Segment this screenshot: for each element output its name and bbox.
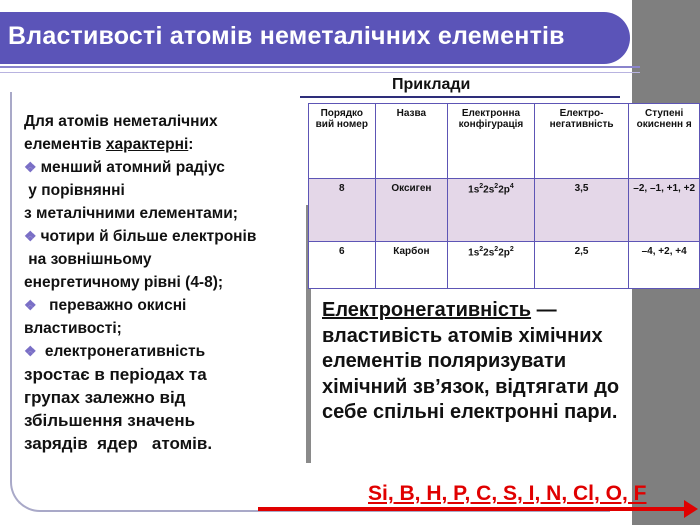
bullet-4-text: електронегативність — [40, 343, 206, 360]
slide-title: Властивості атомів неметалічних елементів — [8, 22, 565, 50]
cell-config — [448, 179, 535, 242]
bullet-4-cont-a: зростає в періодах та — [24, 365, 207, 384]
table-header-row — [309, 104, 700, 179]
intro-post: : — [188, 136, 194, 153]
table-row — [309, 242, 700, 289]
bullet-4-cont-c: збільшення значень — [24, 411, 196, 430]
config-exp: 2 — [479, 183, 484, 190]
config-exp: 4 — [509, 183, 514, 190]
bullet-3-cont: властивості; — [24, 320, 122, 337]
config-part: 2p — [498, 247, 510, 259]
config-exp: 2 — [509, 246, 514, 253]
bullet-1-cont-b: з металічними елементами; — [24, 205, 238, 222]
bullet-1-cont-a: у порівнянні — [24, 182, 125, 199]
diamond-bullet-icon: ❖ — [24, 228, 37, 244]
diamond-bullet-icon: ❖ — [24, 159, 37, 175]
bullet-1-text: менший атомний радіус — [40, 159, 225, 176]
config-exp: 2 — [479, 246, 484, 253]
header-number: Порядко вий номер — [309, 104, 376, 179]
intro-line-2 — [24, 133, 304, 156]
bullet-4-cont-b: групах залежно від — [24, 388, 186, 407]
header-config: Електронна конфігурація — [448, 104, 535, 179]
cell-config — [448, 242, 535, 289]
diamond-bullet-icon: ❖ — [24, 343, 37, 359]
intro-pre: елементів — [24, 136, 106, 153]
bullet-2 — [24, 225, 304, 248]
cell-oxidation: –2, –1, +1, +2 — [629, 179, 700, 242]
increasing-arrow-line — [258, 507, 688, 511]
config-part: 2p — [498, 184, 510, 196]
bullet-2-text: чотири й більше електронів — [40, 228, 257, 245]
examples-table — [308, 103, 700, 289]
bullet-3 — [24, 294, 304, 317]
bullet-2-cont-b: енергетичному рівні (4-8); — [24, 274, 224, 291]
cell-number: 6 — [309, 242, 376, 289]
header-oxidation: Ступені окисненн я — [629, 104, 700, 179]
cell-electronegativity: 2,5 — [534, 242, 629, 289]
config-part: 1s — [468, 247, 480, 259]
intro-underlined: характерні — [105, 136, 189, 153]
header-name: Назва — [375, 104, 447, 179]
config-part: 2s — [483, 184, 495, 196]
bullet-1 — [24, 156, 304, 179]
title-underline — [0, 66, 640, 68]
cell-oxidation: –4, +2, +4 — [629, 242, 700, 289]
header-electronegativity: Електро-негативність — [534, 104, 629, 179]
cell-number: 8 — [309, 179, 376, 242]
config-exp: 2 — [494, 183, 499, 190]
cell-name: Карбон — [375, 242, 447, 289]
definition-term: Електронегативність — [322, 299, 532, 321]
bullet-3-text: переважно окисні — [40, 297, 187, 314]
intro-line-1: Для атомів неметалічних — [24, 113, 218, 130]
bullet-4 — [24, 340, 304, 363]
examples-heading: Приклади — [392, 76, 471, 93]
elements-series: Si, B, H, P, C, S, I, N, Cl, O, F — [368, 482, 647, 505]
diamond-bullet-icon: ❖ — [24, 297, 37, 313]
cell-electronegativity: 3,5 — [534, 179, 629, 242]
table-row — [309, 179, 700, 242]
bullet-2-cont-a: на зовнішньому — [24, 251, 152, 268]
arrow-right-icon — [684, 500, 698, 518]
title-underline-thin — [0, 72, 640, 73]
cell-name: Оксиген — [375, 179, 447, 242]
properties-list — [24, 110, 304, 455]
electronegativity-definition — [322, 298, 652, 426]
config-part: 1s — [468, 184, 480, 196]
config-part: 2s — [483, 247, 495, 259]
config-exp: 2 — [494, 246, 499, 253]
bullet-4-cont-d: зарядів ядер атомів. — [24, 434, 213, 453]
definition-text: — властивість атомів хімічних елементів поляризувати хімічний зв’язок, відтягати до себе спільні електронні пари. — [322, 299, 620, 423]
